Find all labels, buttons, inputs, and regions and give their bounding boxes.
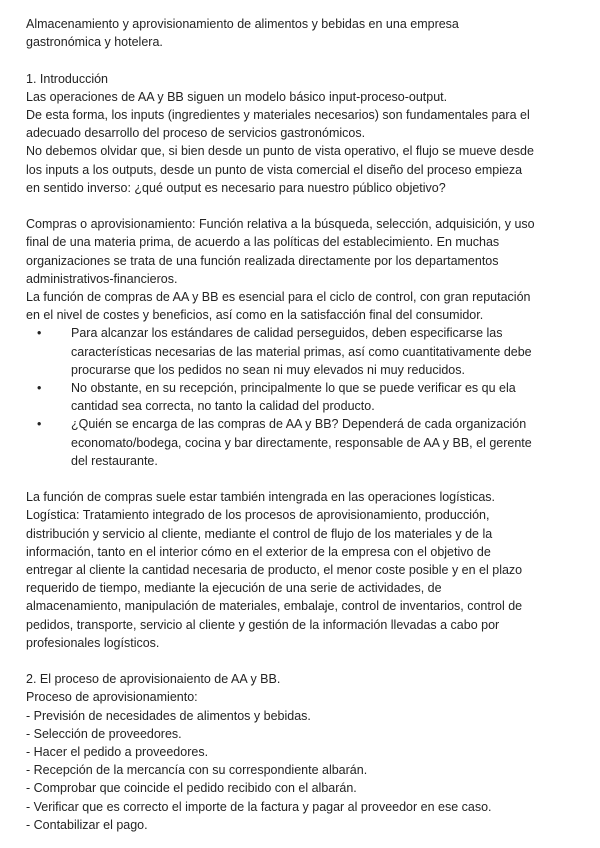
text-line: profesionales logísticos. bbox=[26, 635, 160, 650]
text-line: información, tanto en el interior cómo en el exterior de la empresa con el objetivo de bbox=[26, 544, 491, 559]
text-line: características necesarias de las material primas, así como cuantitativamente debe bbox=[71, 344, 532, 359]
text-line: No debemos olvidar que, si bien desde un punto de vista operativo, el flujo se mueve desde bbox=[26, 144, 534, 159]
section-compras bbox=[26, 215, 574, 470]
section-introduccion bbox=[26, 70, 574, 197]
text-line: No obstante, en su recepción, principalmente lo que se puede verificar es qu ela bbox=[71, 381, 516, 396]
text-line: final de una materia prima, de acuerdo a las políticas del establecimiento. En muchas bbox=[26, 235, 500, 250]
list-item: - Recepción de la mercancía con su correspondiente albarán. bbox=[26, 763, 368, 778]
text-line: entregar al cliente la cantidad necesaria de producto, el menor coste posible y en el plazo bbox=[26, 563, 523, 578]
text-line: De esta forma, los inputs (ingredientes y materiales necesarios) son fundamentales para el bbox=[26, 108, 530, 122]
section-heading: 1. Introducción bbox=[26, 71, 108, 86]
subheading: Proceso de aprovisionamiento: bbox=[26, 690, 198, 705]
text-line: La función de compras de AA y BB es esencial para el ciclo de control, con gran reputación bbox=[26, 290, 531, 305]
bullet-icon: • bbox=[37, 326, 42, 341]
text-line: ¿Quién se encarga de las compras de AA y BB? Dependerá de cada organización bbox=[71, 417, 527, 432]
text-line: Compras o aprovisionamiento: Función relativa a la búsqueda, selección, adquisición, y uso bbox=[26, 217, 535, 232]
document-title bbox=[26, 15, 574, 51]
section-logistica bbox=[26, 488, 574, 652]
list-item: - Contabilizar el pago. bbox=[26, 817, 148, 832]
text-line: administrativos-financieros. bbox=[26, 271, 178, 286]
text-line: economato/bodega, cocina y bar directamente, responsable de AA y BB, el gerente bbox=[71, 435, 532, 450]
text-line: en el nivel de costes y beneficios, así como en la satisfacción final del consumidor. bbox=[26, 308, 484, 323]
text-line: distribución y servicio al cliente, mediante el control de flujo de los materiales y de la bbox=[26, 526, 493, 541]
bullet-icon: • bbox=[37, 417, 42, 432]
bullet-item bbox=[26, 379, 574, 415]
text-line: La función de compras suele estar también intengrada en las operaciones logísticas. bbox=[26, 490, 496, 505]
text-line: organizaciones se trata de una función realizada directamente por los departamentos bbox=[26, 253, 499, 268]
text-line: adecuado desarrollo del proceso de servicios gastronómicos. bbox=[26, 126, 366, 141]
text-line: requerido de tiempo, mediante la ejecución de una serie de actividades, de bbox=[26, 581, 442, 596]
list-item: - Previsión de necesidades de alimentos y bebidas. bbox=[26, 708, 311, 723]
bullet-item bbox=[26, 415, 574, 470]
list-item: - Comprobar que coincide el pedido recibido con el albarán. bbox=[26, 781, 357, 796]
text-line: del restaurante. bbox=[71, 453, 158, 468]
text-line: en sentido inverso: ¿qué output es necesario para nuestro público objetivo? bbox=[26, 180, 446, 195]
list-item: - Selección de proveedores. bbox=[26, 726, 182, 741]
text-line: los inputs a los outputs, desde un punto de vista comercial el diseño del proceso empieza bbox=[26, 162, 523, 177]
text-line: cantidad sea correcta, no tanto la calidad del producto. bbox=[71, 399, 375, 414]
text-line: Logística: Tratamiento integrado de los procesos de aprovisionamiento, producción, bbox=[26, 508, 490, 523]
text-line: procurarse que los pedidos no sean ni muy elevados ni muy reducidos. bbox=[71, 362, 465, 377]
section-heading: 2. El proceso de aprovisionaiento de AA y BB. bbox=[26, 672, 281, 687]
text-line: Las operaciones de AA y BB siguen un modelo básico input-proceso-output. bbox=[26, 89, 448, 104]
bullet-item bbox=[26, 324, 574, 379]
section-proceso bbox=[26, 670, 574, 834]
text-line: almacenamiento, manipulación de materiales, embalaje, control de inventarios, control de bbox=[26, 599, 523, 614]
text-line: Para alcanzar los estándares de calidad perseguidos, deben especificarse las bbox=[71, 326, 503, 341]
text-line: Almacenamiento y aprovisionamiento de alimentos y bebidas en una empresa bbox=[26, 17, 459, 31]
list-item: - Verificar que es correcto el importe de la factura y pagar al proveedor en ese caso. bbox=[26, 799, 492, 814]
text-line: pedidos, transporte, servicio al cliente y gestión de la información llevadas a cabo por bbox=[26, 617, 500, 632]
text-line: gastronómica y hotelera. bbox=[26, 35, 163, 50]
list-item: - Hacer el pedido a proveedores. bbox=[26, 745, 209, 760]
bullet-icon: • bbox=[37, 381, 42, 396]
